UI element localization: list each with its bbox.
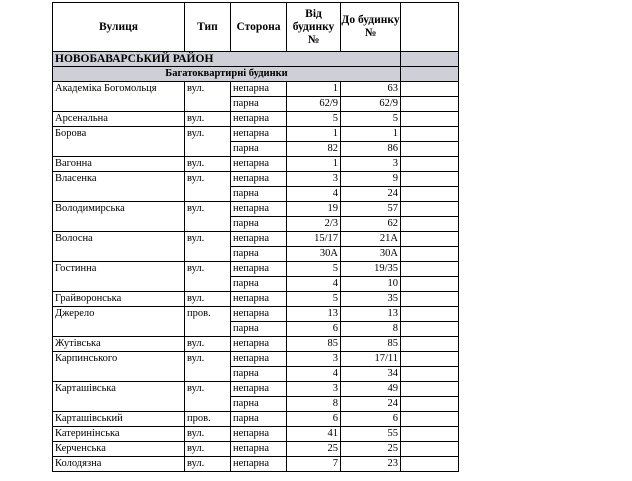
extra-cell <box>401 352 459 367</box>
house-to: 85 <box>341 337 401 352</box>
house-from: 3 <box>287 382 341 397</box>
extra-cell <box>401 127 459 142</box>
district-title: НОВОБАВАРСЬКИЙ РАЙОН <box>53 52 401 67</box>
street-type: вул. <box>185 262 231 292</box>
street-side: непарна <box>231 307 287 322</box>
street-side: парна <box>231 412 287 427</box>
house-to: 13 <box>341 307 401 322</box>
street-side: парна <box>231 277 287 292</box>
house-to: 10 <box>341 277 401 292</box>
street-type: пров. <box>185 307 231 337</box>
street-side: парна <box>231 142 287 157</box>
house-from: 1 <box>287 127 341 142</box>
street-side: непарна <box>231 457 287 472</box>
header-side: Сторона <box>231 3 287 52</box>
street-type: вул. <box>185 202 231 232</box>
extra-cell <box>401 97 459 112</box>
table-row <box>53 112 459 127</box>
street-name: Джерело <box>53 307 185 337</box>
house-to: 23 <box>341 457 401 472</box>
street-side: непарна <box>231 292 287 307</box>
house-from: 19 <box>287 202 341 217</box>
house-to: 5 <box>341 112 401 127</box>
table-row <box>53 412 459 427</box>
street-name: Володимирська <box>53 202 185 232</box>
street-side: парна <box>231 247 287 262</box>
header-row <box>53 3 459 52</box>
extra-cell <box>401 397 459 412</box>
house-from: 82 <box>287 142 341 157</box>
extra-cell <box>401 187 459 202</box>
extra-cell <box>401 142 459 157</box>
street-type: вул. <box>185 337 231 352</box>
street-name: Грайворонська <box>53 292 185 307</box>
house-from: 3 <box>287 172 341 187</box>
street-type: вул. <box>185 352 231 382</box>
table-body <box>53 52 459 472</box>
header-from: Від будинку № <box>287 3 341 52</box>
street-name: Гостинна <box>53 262 185 292</box>
house-to: 17/11 <box>341 352 401 367</box>
table-row <box>53 82 459 97</box>
table-row <box>53 172 459 187</box>
house-to: 62 <box>341 217 401 232</box>
street-type: вул. <box>185 232 231 262</box>
street-side: парна <box>231 322 287 337</box>
house-from: 15/17 <box>287 232 341 247</box>
house-to: 25 <box>341 442 401 457</box>
house-to: 34 <box>341 367 401 382</box>
header-extra <box>401 3 459 52</box>
house-to: 8 <box>341 322 401 337</box>
category-row <box>53 67 459 82</box>
house-from: 8 <box>287 397 341 412</box>
street-side: непарна <box>231 232 287 247</box>
extra-cell <box>401 367 459 382</box>
street-type: вул. <box>185 442 231 457</box>
street-name: Керченська <box>53 442 185 457</box>
table-row <box>53 442 459 457</box>
house-to: 35 <box>341 292 401 307</box>
street-side: непарна <box>231 172 287 187</box>
street-side: непарна <box>231 442 287 457</box>
extra-cell <box>401 217 459 232</box>
street-type: вул. <box>185 157 231 172</box>
street-side: непарна <box>231 127 287 142</box>
header-to: До будинку № <box>341 3 401 52</box>
street-name: Колодязна <box>53 457 185 472</box>
extra-cell <box>401 232 459 247</box>
house-from: 25 <box>287 442 341 457</box>
street-type: вул. <box>185 382 231 412</box>
extra-cell <box>401 457 459 472</box>
street-side: непарна <box>231 202 287 217</box>
extra-cell <box>401 442 459 457</box>
street-name: Академіка Богомольця <box>53 82 185 112</box>
extra-cell <box>401 307 459 322</box>
street-side: парна <box>231 97 287 112</box>
street-side: парна <box>231 187 287 202</box>
table-row <box>53 127 459 142</box>
street-side: непарна <box>231 82 287 97</box>
street-name: Арсенальна <box>53 112 185 127</box>
extra-cell <box>401 322 459 337</box>
street-name: Карташівська <box>53 382 185 412</box>
street-type: вул. <box>185 112 231 127</box>
house-to: 3 <box>341 157 401 172</box>
header-street: Вулиця <box>53 3 185 52</box>
house-from: 4 <box>287 277 341 292</box>
street-name: Жутівська <box>53 337 185 352</box>
house-from: 5 <box>287 112 341 127</box>
street-name: Карташівський <box>53 412 185 427</box>
streets-table <box>52 2 459 472</box>
house-from: 62/9 <box>287 97 341 112</box>
district-row <box>53 52 459 67</box>
street-type: вул. <box>185 457 231 472</box>
house-to: 49 <box>341 382 401 397</box>
street-side: парна <box>231 397 287 412</box>
house-to: 86 <box>341 142 401 157</box>
street-side: непарна <box>231 382 287 397</box>
street-side: парна <box>231 217 287 232</box>
extra-cell <box>401 382 459 397</box>
house-from: 3 <box>287 352 341 367</box>
house-to: 24 <box>341 397 401 412</box>
street-side: непарна <box>231 427 287 442</box>
house-from: 2/3 <box>287 217 341 232</box>
table-row <box>53 427 459 442</box>
street-name: Борова <box>53 127 185 157</box>
house-to: 63 <box>341 82 401 97</box>
house-to: 30А <box>341 247 401 262</box>
house-from: 30А <box>287 247 341 262</box>
extra-cell <box>401 157 459 172</box>
table-row <box>53 382 459 397</box>
house-from: 1 <box>287 82 341 97</box>
header-type: Тип <box>185 3 231 52</box>
extra-cell <box>401 172 459 187</box>
table-row <box>53 337 459 352</box>
street-name: Власенка <box>53 172 185 202</box>
house-from: 4 <box>287 187 341 202</box>
house-to: 62/9 <box>341 97 401 112</box>
street-side: непарна <box>231 157 287 172</box>
extra-cell <box>401 412 459 427</box>
extra-cell <box>401 247 459 262</box>
table-row <box>53 202 459 217</box>
extra-cell <box>401 112 459 127</box>
district-extra <box>401 52 459 67</box>
house-to: 57 <box>341 202 401 217</box>
street-side: непарна <box>231 352 287 367</box>
street-type: вул. <box>185 292 231 307</box>
street-name: Карпинського <box>53 352 185 382</box>
table-row <box>53 292 459 307</box>
house-from: 1 <box>287 157 341 172</box>
table-row <box>53 307 459 322</box>
table-row <box>53 157 459 172</box>
street-side: непарна <box>231 337 287 352</box>
house-to: 9 <box>341 172 401 187</box>
house-to: 19/35 <box>341 262 401 277</box>
extra-cell <box>401 292 459 307</box>
street-type: пров. <box>185 412 231 427</box>
house-from: 7 <box>287 457 341 472</box>
house-from: 6 <box>287 322 341 337</box>
street-type: вул. <box>185 172 231 202</box>
table-row <box>53 457 459 472</box>
street-side: парна <box>231 367 287 382</box>
house-from: 4 <box>287 367 341 382</box>
street-side: непарна <box>231 262 287 277</box>
house-to: 6 <box>341 412 401 427</box>
extra-cell <box>401 277 459 292</box>
category-title: Багатоквартирні будинки <box>53 67 401 82</box>
house-from: 13 <box>287 307 341 322</box>
street-type: вул. <box>185 427 231 442</box>
category-extra <box>401 67 459 82</box>
house-to: 21А <box>341 232 401 247</box>
table-row <box>53 262 459 277</box>
street-type: вул. <box>185 127 231 157</box>
extra-cell <box>401 82 459 97</box>
extra-cell <box>401 202 459 217</box>
house-from: 5 <box>287 292 341 307</box>
table-row <box>53 352 459 367</box>
table-row <box>53 232 459 247</box>
street-name: Катеринінська <box>53 427 185 442</box>
house-from: 5 <box>287 262 341 277</box>
street-side: непарна <box>231 112 287 127</box>
house-to: 55 <box>341 427 401 442</box>
house-from: 6 <box>287 412 341 427</box>
house-to: 1 <box>341 127 401 142</box>
house-to: 24 <box>341 187 401 202</box>
street-name: Волосна <box>53 232 185 262</box>
extra-cell <box>401 427 459 442</box>
street-name: Вагонна <box>53 157 185 172</box>
extra-cell <box>401 337 459 352</box>
street-type: вул. <box>185 82 231 112</box>
extra-cell <box>401 262 459 277</box>
house-from: 85 <box>287 337 341 352</box>
house-from: 41 <box>287 427 341 442</box>
